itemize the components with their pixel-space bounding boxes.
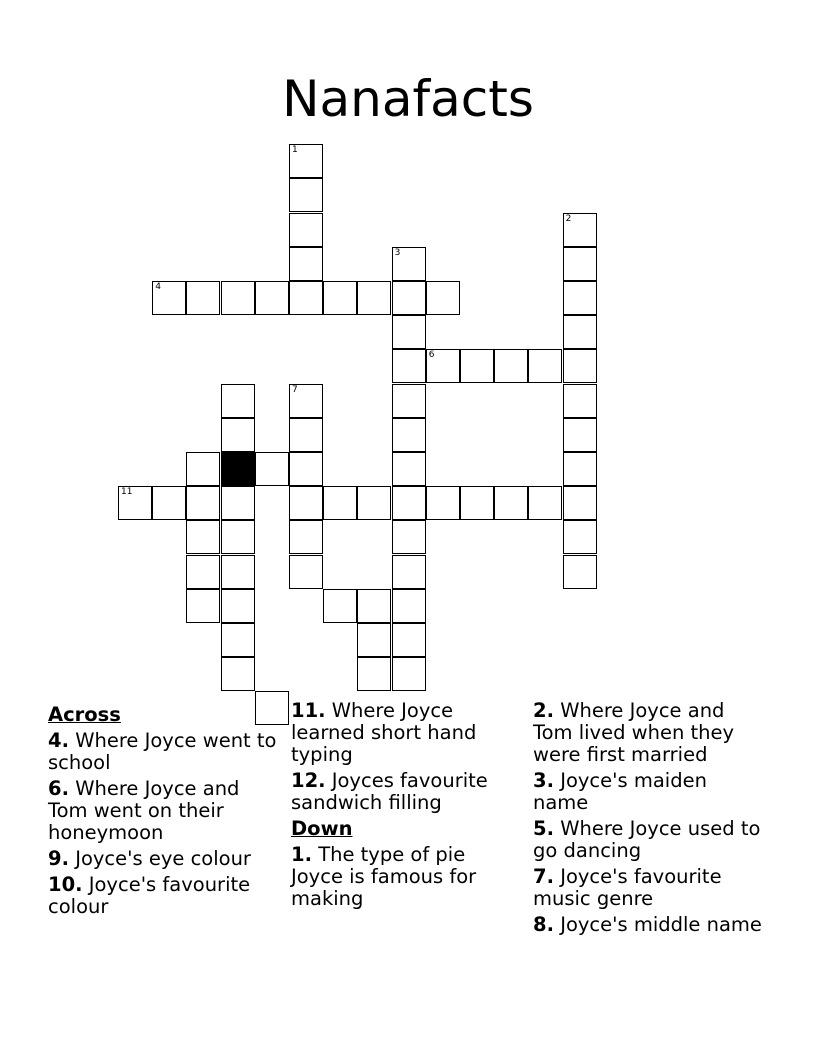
grid-cell[interactable]: [323, 486, 357, 520]
grid-cell[interactable]: [563, 315, 597, 349]
grid-cell[interactable]: [494, 486, 528, 520]
grid-cell[interactable]: [392, 247, 426, 281]
grid-cell[interactable]: [426, 281, 460, 315]
grid-cell[interactable]: [221, 623, 255, 657]
clue-number: 2.: [533, 699, 554, 722]
clue-number: 1.: [291, 843, 312, 866]
clue-number: 4.: [48, 729, 69, 752]
clue-number: 10.: [48, 873, 83, 896]
grid-cell[interactable]: [563, 520, 597, 554]
grid-cell[interactable]: [221, 657, 255, 691]
grid-cell[interactable]: [186, 555, 220, 589]
grid-cell[interactable]: [426, 486, 460, 520]
clue-number: 11.: [291, 699, 326, 722]
clue-text: Where Joyce went to school: [48, 729, 277, 774]
grid-cell[interactable]: [323, 589, 357, 623]
cell-number: 6: [428, 350, 435, 361]
grid-cell[interactable]: [186, 520, 220, 554]
clue-across-6[interactable]: [48, 778, 278, 844]
clue-text: Joyce's eye colour: [75, 847, 251, 870]
grid-cell[interactable]: [289, 213, 323, 247]
clue-across-4[interactable]: [48, 730, 278, 774]
grid-cell[interactable]: [392, 589, 426, 623]
grid-cell[interactable]: [563, 281, 597, 315]
down-clues-column-3: [533, 700, 763, 940]
grid-cell[interactable]: [357, 623, 391, 657]
grid-cell[interactable]: [221, 589, 255, 623]
grid-cell[interactable]: [186, 589, 220, 623]
clue-across-12[interactable]: [291, 770, 521, 814]
grid-cell[interactable]: [392, 520, 426, 554]
grid-cell[interactable]: [289, 555, 323, 589]
clue-down-1[interactable]: [291, 844, 521, 910]
cell-number: 11: [121, 487, 133, 498]
grid-cell[interactable]: [289, 418, 323, 452]
cell-number: 2: [565, 213, 572, 224]
grid-cell[interactable]: [563, 555, 597, 589]
clues-column-2: [291, 700, 521, 914]
clue-text: Joyce's maiden name: [533, 769, 707, 814]
clue-across-10[interactable]: [48, 874, 278, 918]
clue-text: Where Joyce learned short hand typing: [291, 699, 477, 766]
clue-number: 7.: [533, 865, 554, 888]
cell-number: 1: [292, 145, 298, 156]
clue-text: Where Joyce used to go dancing: [533, 817, 761, 862]
grid-cell[interactable]: [357, 281, 391, 315]
grid-cell[interactable]: [563, 349, 597, 383]
grid-cell[interactable]: [289, 247, 323, 281]
cell-number: 7: [292, 384, 298, 395]
puzzle-title: Nanafacts: [282, 69, 534, 128]
grid-cell[interactable]: [221, 384, 255, 418]
grid-cell[interactable]: [152, 486, 186, 520]
grid-cell[interactable]: [528, 486, 562, 520]
clue-down-8[interactable]: [533, 914, 763, 936]
clue-text: The type of pie Joyce is famous for making: [291, 843, 477, 910]
grid-cell[interactable]: [152, 281, 186, 315]
clue-text: Joyce's middle name: [560, 913, 762, 936]
grid-cell-black: [221, 452, 255, 486]
grid-cell[interactable]: [186, 281, 220, 315]
clue-text: Where Joyce and Tom went on their honeymoon: [48, 777, 240, 844]
grid-cell[interactable]: [460, 349, 494, 383]
grid-cell[interactable]: [392, 452, 426, 486]
across-heading: Across: [48, 703, 121, 726]
grid-cell[interactable]: [289, 486, 323, 520]
grid-cell[interactable]: [563, 247, 597, 281]
grid-cell[interactable]: [392, 623, 426, 657]
clue-down-7[interactable]: [533, 866, 763, 910]
grid-cell[interactable]: [221, 486, 255, 520]
clue-number: 8.: [533, 913, 554, 936]
grid-cell[interactable]: [563, 486, 597, 520]
clue-text: Where Joyce and Tom lived when they were first married: [533, 699, 735, 766]
grid-cell[interactable]: [392, 315, 426, 349]
grid-cell[interactable]: [528, 349, 562, 383]
clue-down-2[interactable]: [533, 700, 763, 766]
grid-cell[interactable]: [289, 384, 323, 418]
grid-cell[interactable]: [221, 281, 255, 315]
grid-cell[interactable]: [392, 281, 426, 315]
clue-text: Joyces favourite sandwich filling: [291, 769, 488, 814]
grid-cell[interactable]: [255, 281, 289, 315]
grid-cell[interactable]: [323, 281, 357, 315]
clue-number: 12.: [291, 769, 326, 792]
grid-cell[interactable]: [255, 452, 289, 486]
clue-text: Joyce's favourite music genre: [533, 865, 722, 910]
grid-cell[interactable]: [392, 418, 426, 452]
grid-cell[interactable]: [392, 555, 426, 589]
grid-cell[interactable]: [289, 520, 323, 554]
grid-cell[interactable]: [460, 486, 494, 520]
grid-cell[interactable]: [392, 384, 426, 418]
clue-number: 5.: [533, 817, 554, 840]
grid-cell[interactable]: [221, 418, 255, 452]
clue-number: 9.: [48, 847, 69, 870]
cell-number: 3: [394, 247, 401, 258]
grid-cell[interactable]: [494, 349, 528, 383]
grid-cell[interactable]: [563, 384, 597, 418]
grid-cell[interactable]: [186, 486, 220, 520]
grid-cell[interactable]: [357, 486, 391, 520]
grid-cell[interactable]: [221, 555, 255, 589]
clue-number: 6.: [48, 777, 69, 800]
clue-down-3[interactable]: [533, 770, 763, 814]
grid-cell[interactable]: [426, 349, 460, 383]
grid-cell[interactable]: [186, 452, 220, 486]
grid-cell[interactable]: [289, 144, 323, 178]
grid-cell[interactable]: [357, 657, 391, 691]
grid-cell[interactable]: [289, 452, 323, 486]
clue-across-11[interactable]: [291, 700, 521, 766]
grid-cell[interactable]: [289, 178, 323, 212]
grid-cell[interactable]: [563, 418, 597, 452]
down-heading: Down: [291, 817, 353, 840]
grid-cell[interactable]: [392, 349, 426, 383]
cell-number: 4: [155, 282, 161, 292]
grid-cell[interactable]: [392, 486, 426, 520]
grid-cell[interactable]: [118, 486, 152, 520]
grid-cell[interactable]: [221, 520, 255, 554]
clue-number: 3.: [533, 769, 554, 792]
grid-cell[interactable]: [357, 589, 391, 623]
clue-text: Joyce's favourite colour: [48, 873, 251, 918]
grid-cell[interactable]: [563, 213, 597, 247]
grid-cell[interactable]: [289, 281, 323, 315]
grid-cell[interactable]: [563, 452, 597, 486]
across-clues-column-1: [48, 700, 278, 922]
grid-cell[interactable]: [392, 657, 426, 691]
clue-across-9[interactable]: [48, 848, 278, 870]
clue-down-5[interactable]: [533, 818, 763, 862]
